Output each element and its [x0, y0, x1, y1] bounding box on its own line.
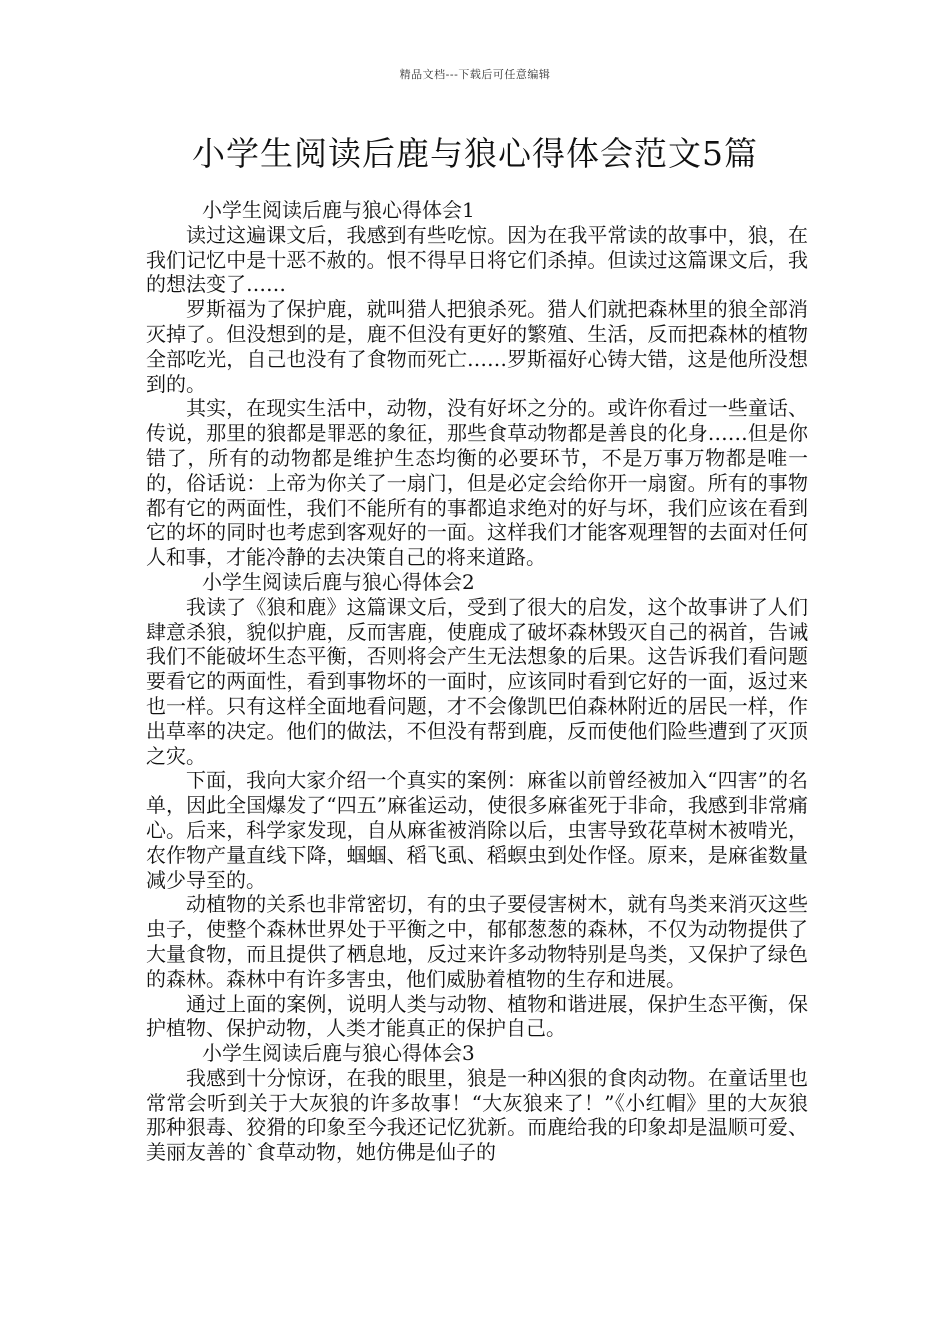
section-heading-3: 小学生阅读后鹿与狼心得体会3 — [202, 1041, 475, 1066]
body-paragraph: 我感到十分惊讶，在我的眼里，狼是一种凶狠的食肉动物。在童话里也常常会听到关于大灰狼的许多故事！“大灰狼来了！”《小红帽》里的大灰狼那种狠毒、狡猾的印象至今我还记忆犹新。而鹿给我的印象却是温顺可爱、美丽友善的`食草动物，她仿佛是仙子的 — [146, 1065, 808, 1165]
section-heading-1: 小学生阅读后鹿与狼心得体会1 — [202, 198, 475, 222]
body-paragraph: 读过这遍课文后，我感到有些吃惊。因为在我平常读的故事中，狼，在我们记忆中是十恶不赦的。恨不得早日将它们杀掉。但读过这篇课文后，我的想法变了…… — [146, 222, 808, 297]
header-note: 精品文档---下载后可任意编辑 — [399, 68, 551, 81]
document-title: 小学生阅读后鹿与狼心得体会范文5篇 — [192, 134, 758, 173]
body-paragraph: 其实，在现实生活中，动物，没有好坏之分的。或许你看过一些童话、传说，那里的狼都是罪恶的象征，那些食草动物都是善良的化身……但是你错了，所有的动物都是维护生态均衡的必要环节，不是万事万物都是唯一的，俗话说：上帝为你关了一扇门，但是必定会给你开一扇窗。所有的事物都有它的两面性，我们不能所有的事都追求绝对的好与坏，我们应该在看到它的坏的同时也考虑到客观好的一面。这样我们才能客观理智的去面对任何人和事，才能冷静的去决策自己的将来道路。 — [146, 396, 808, 570]
body-paragraph: 我读了《狼和鹿》这篇课文后，受到了很大的启发，这个故事讲了人们肆意杀狼，貌似护鹿，反而害鹿，使鹿成了破坏森林毁灭自己的祸首，告诫我们不能破坏生态平衡，否则将会产生无法想象的后果。这告诉我们看问题要看它的两面性，看到事物坏的一面时，应该同时看到它好的一面，返过来也一样。只有这样全面地看问题，才不会像凯巴伯森林附近的居民一样，作出草率的决定。他们的做法，不但没有帮到鹿，反而使他们险些遭到了灭顶之灾。 — [146, 594, 808, 768]
body-paragraph: 罗斯福为了保护鹿，就叫猎人把狼杀死。猎人们就把森林里的狼全部消灭掉了。但没想到的是，鹿不但没有更好的繁殖、生活，反而把森林的植物全部吃光，自己也没有了食物而死亡……罗斯福好心铸大错，这是他所没想到的。 — [146, 297, 808, 396]
body-paragraph: 通过上面的案例，说明人类与动物、植物和谐进展，保护生态平衡，保护植物、保护动物，人类才能真正的保护自己。 — [146, 991, 808, 1041]
document-body — [146, 198, 808, 1165]
section-heading-2: 小学生阅读后鹿与狼心得体会2 — [202, 569, 475, 594]
body-paragraph: 动植物的关系也非常密切，有的虫子要侵害树木，就有鸟类来消灭这些虫子，使整个森林世界处于平衡之中，郁郁葱葱的森林，不仅为动物提供了大量食物，而且提供了栖息地，反过来许多动物特别是鸟类，又保护了绿色的森林。森林中有许多害虫，他们威胁着植物的生存和进展。 — [146, 892, 808, 991]
body-paragraph: 下面，我向大家介绍一个真实的案例：麻雀以前曾经被加入“四害”的名单，因此全国爆发了“四五”麻雀运动，使很多麻雀死于非命，我感到非常痛心。后来，科学家发现，自从麻雀被消除以后，虫害导致花草树木被啃光，农作物产量直线下降，蝈蝈、稻飞虱、稻螟虫到处作怪。原来，是麻雀数量减少导至的。 — [146, 768, 808, 892]
